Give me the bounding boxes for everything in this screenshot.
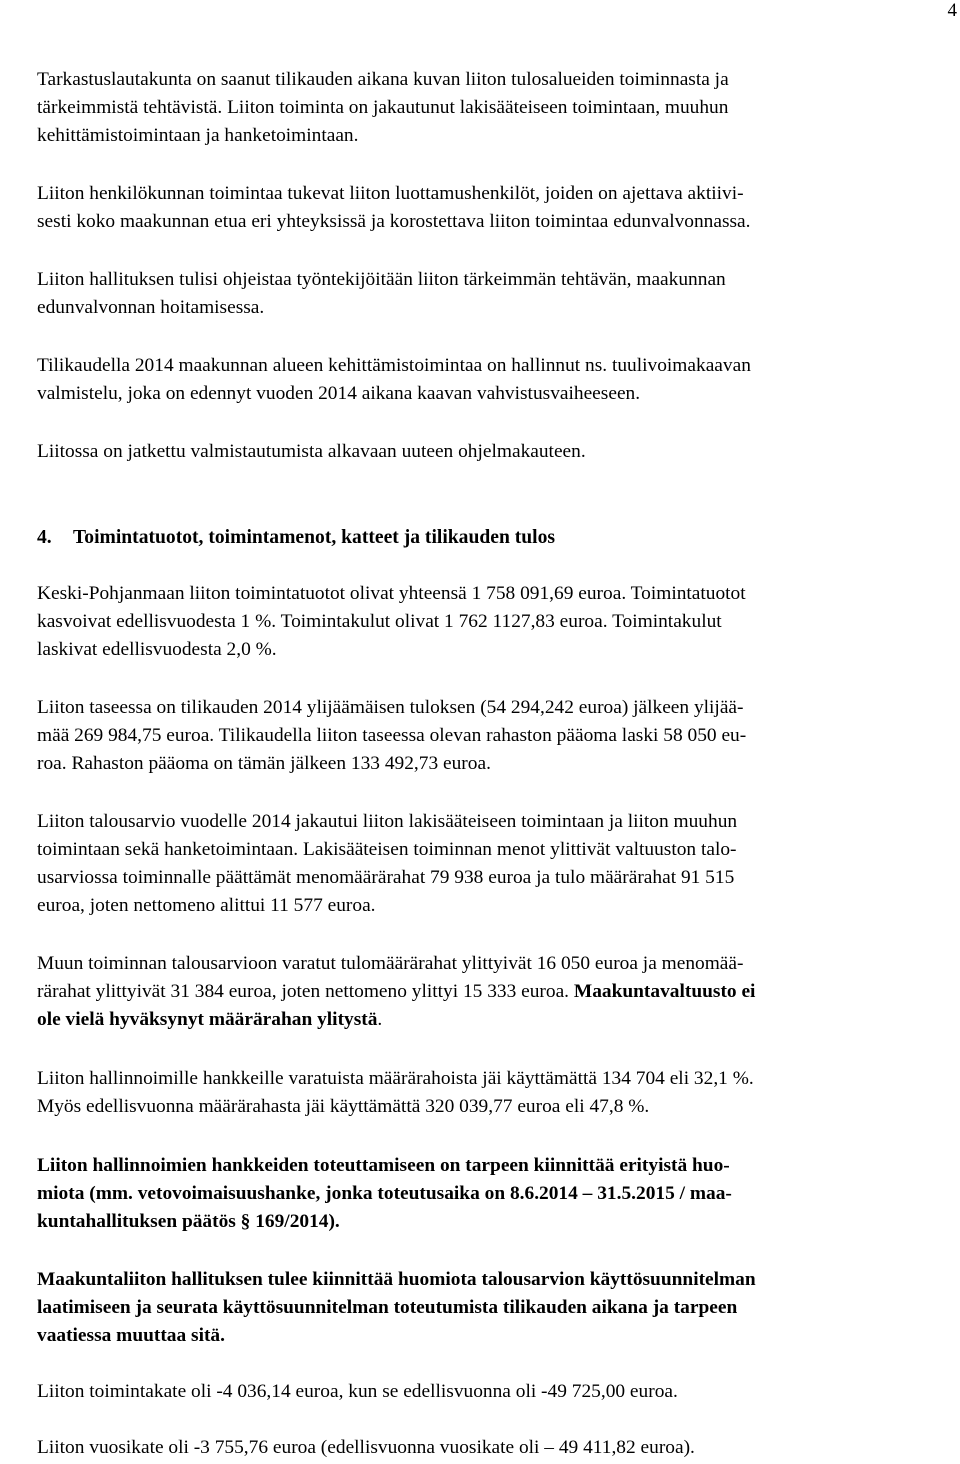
text-line: Keski-Pohjanmaan liiton toimintatuotot olivat yhteensä 1 758 091,69 euroa. Toimintatuotot [37,583,746,604]
text-line: mää 269 984,75 euroa. Tilikaudella liiton taseessa olevan rahaston pääoma laski 58 050 eu- [37,725,747,746]
text-line: usarviossa toiminnalle päättämät menomäärärahat 79 938 euroa ja tulo määrärahat 91 515 [37,867,735,888]
text-line: miota (mm. vetovoimaisuushanke, jonka toteutusaika on 8.6.2014 – 31.5.2015 / maa- [37,1183,732,1204]
text-line: Tilikaudella 2014 maakunnan alueen kehittämistoimintaa on hallinnut ns. tuulivoimakaavan [37,355,751,376]
text-line: kasvoivat edellisvuodesta 1 %. Toimintakulut olivat 1 762 1127,83 euroa. Toimintakulut [37,611,722,632]
text-line: vaatiessa muuttaa sitä. [37,1325,225,1346]
paragraph-kehittamistoiminta [37,352,953,408]
text-line: Liiton hallituksen tulisi ohjeistaa työntekijöitään liiton tärkeimmän tehtävän, maakunnan [37,269,726,290]
paragraph-hanke-huomio [37,1152,953,1236]
paragraph-hallitus-ohjeistus [37,266,953,322]
section-number: 4. [37,527,52,548]
text-bold: Maakuntavaltuusto ei [573,981,756,1002]
section-title: Toimintatuotot, toimintamenot, katteet ja tilikauden tulos [73,527,556,548]
text-line: kuntahallituksen päätös § 169/2014). [37,1211,340,1232]
text-normal: . [377,1009,383,1030]
text-line: Liitossa on jatkettu valmistautumista alkavaan uuteen ohjelmakauteen. [37,441,586,462]
text-line: Liiton hallinnoimien hankkeiden toteuttamiseen on tarpeen kiinnittää erityistä huo- [37,1155,730,1176]
page-number: 4 [947,0,957,21]
text-line: Liiton talousarvio vuodelle 2014 jakautui liiton lakisääteiseen toimintaan ja liiton muuhun [37,811,738,832]
text-line: Liiton vuosikate oli -3 755,76 euroa (edellisvuonna vuosikate oli – 49 411,82 euroa). [37,1437,695,1458]
text-line: valmistelu, joka on edennyt vuoden 2014 aikana kaavan vahvistusvaiheeseen. [37,383,641,404]
paragraph-muun-toiminnan [37,950,957,1034]
paragraph-tase [37,694,953,778]
text-line: roa. Rahaston pääoma on tämän jälkeen 133 492,73 euroa. [37,753,491,774]
text-line [37,1006,957,1034]
text-line: Liiton toimintakate oli -4 036,14 euroa, kun se edellisvuonna oli -49 725,00 euroa. [37,1381,678,1402]
text-line: Tarkastuslautakunta on saanut tilikauden aikana kuvan liiton tulosalueiden toiminnasta ja [37,69,729,90]
text-line: sesti koko maakunnan etua eri yhteyksissä ja korostettava liiton toimintaa edunvalvonnassa. [37,211,751,232]
paragraph-talousarvio [37,808,953,920]
paragraph-tarkastuslautakunta [37,66,953,150]
text-line: tärkeimmistä tehtävistä. Liiton toiminta on jakautunut lakisääteiseen toimintaan, muuhun [37,97,729,118]
section-heading [37,524,555,552]
text-line: Maakuntaliiton hallituksen tulee kiinnittää huomiota talousarvion käyttösuunnitelman [37,1269,756,1290]
text-line: Liiton henkilökunnan toimintaa tukevat liiton luottamushenkilöt, joiden on ajettava aktiivi- [37,183,744,204]
text-line: kehittämistoimintaan ja hanketoimintaan. [37,125,359,146]
text-normal: rärahat ylittyivät 31 384 euroa, joten nettomeno ylittyi 15 333 euroa. [37,981,574,1002]
paragraph-vuosikate [37,1434,953,1462]
paragraph-toimintakate [37,1378,953,1406]
text-bold: ole vielä hyväksynyt määrärahan ylitystä [37,1009,378,1030]
text-line: laskivat edellisvuodesta 2,0 %. [37,639,277,660]
text-line [37,978,957,1006]
paragraph-kayttosuunnitelma [37,1266,957,1350]
paragraph-toimintatuotot [37,580,953,664]
paragraph-hankkeet [37,1065,953,1121]
text-line: Muun toiminnan talousarvioon varatut tulomäärärahat ylittyivät 16 050 euroa ja menomää- [37,953,744,974]
text-line: toimintaan sekä hanketoimintaan. Lakisääteisen toiminnan menot ylittivät valtuuston talo- [37,839,737,860]
text-line: Liiton hallinnoimille hankkeille varatuista määrärahoista jäi käyttämättä 134 704 eli 32,1 %. [37,1068,754,1089]
paragraph-luottamushenkilot [37,180,953,236]
paragraph-ohjelmakausi [37,438,953,466]
text-line: laatimiseen ja seurata käyttösuunnitelman toteutumista tilikauden aikana ja tarpeen [37,1297,738,1318]
text-line: Myös edellisvuonna määrärahasta jäi käyttämättä 320 039,77 euroa eli 47,8 %. [37,1096,650,1117]
text-line: euroa, joten nettomeno alittui 11 577 euroa. [37,895,376,916]
text-line: Liiton taseessa on tilikauden 2014 ylijäämäisen tuloksen (54 294,242 euroa) jälkeen ylijää- [37,697,744,718]
text-line: edunvalvonnan hoitamisessa. [37,297,265,318]
